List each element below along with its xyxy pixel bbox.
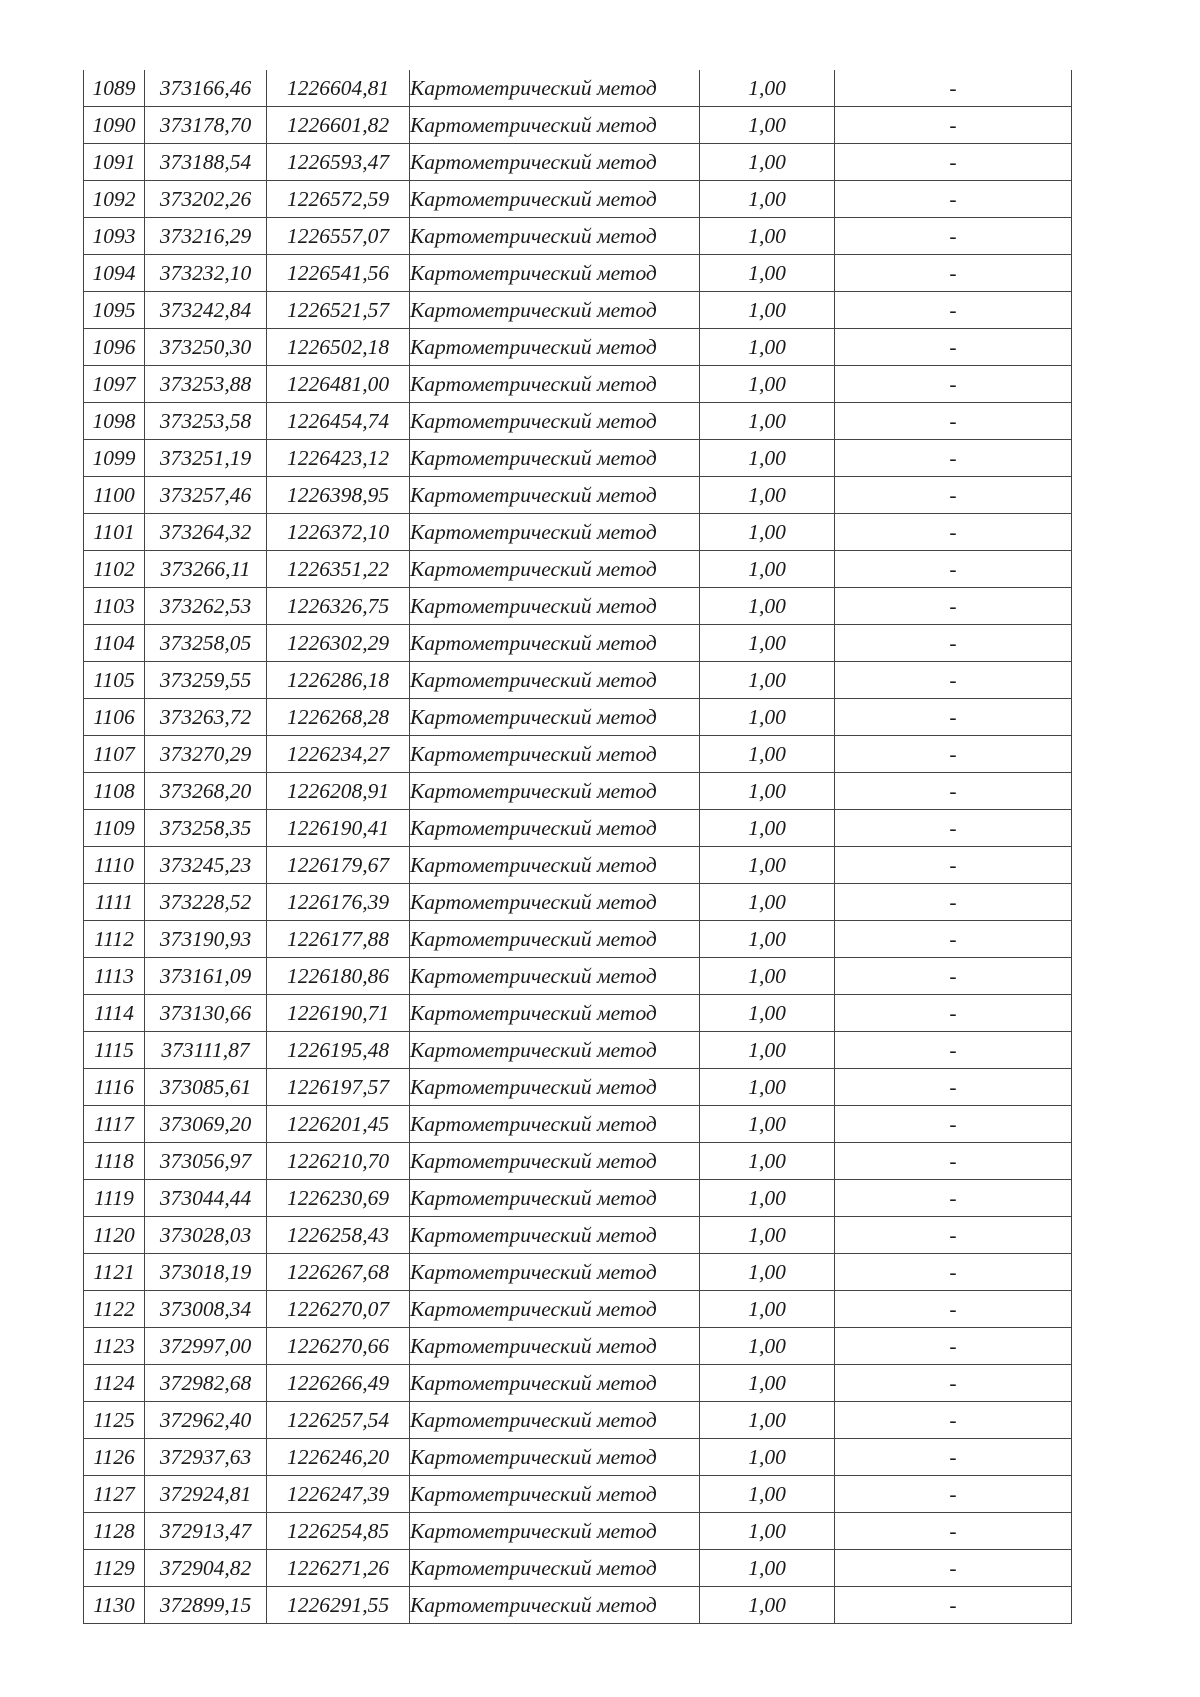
point-number-cell: 1092	[84, 181, 145, 218]
note-cell: -	[835, 662, 1072, 699]
table-row	[84, 1513, 1072, 1550]
table-row	[84, 699, 1072, 736]
accuracy-cell: 1,00	[700, 366, 835, 403]
method-cell: Картометрический метод	[410, 181, 700, 218]
accuracy-cell: 1,00	[700, 1328, 835, 1365]
note-cell: -	[835, 1217, 1072, 1254]
y-coordinate-cell: 1226302,29	[267, 625, 410, 662]
table-row	[84, 773, 1072, 810]
table-row	[84, 1439, 1072, 1476]
y-coordinate-cell: 1226230,69	[267, 1180, 410, 1217]
accuracy-cell: 1,00	[700, 1402, 835, 1439]
y-coordinate-cell: 1226266,49	[267, 1365, 410, 1402]
x-coordinate-cell: 372924,81	[145, 1476, 267, 1513]
method-cell: Картометрический метод	[410, 1587, 700, 1624]
accuracy-cell: 1,00	[700, 1217, 835, 1254]
accuracy-cell: 1,00	[700, 1587, 835, 1624]
x-coordinate-cell: 373266,11	[145, 551, 267, 588]
note-cell: -	[835, 884, 1072, 921]
method-cell: Картометрический метод	[410, 144, 700, 181]
accuracy-cell: 1,00	[700, 1476, 835, 1513]
accuracy-cell: 1,00	[700, 625, 835, 662]
method-cell: Картометрический метод	[410, 477, 700, 514]
accuracy-cell: 1,00	[700, 329, 835, 366]
accuracy-cell: 1,00	[700, 921, 835, 958]
y-coordinate-cell: 1226208,91	[267, 773, 410, 810]
y-coordinate-cell: 1226423,12	[267, 440, 410, 477]
method-cell: Картометрический метод	[410, 1402, 700, 1439]
table-row	[84, 884, 1072, 921]
accuracy-cell: 1,00	[700, 144, 835, 181]
x-coordinate-cell: 372899,15	[145, 1587, 267, 1624]
y-coordinate-cell: 1226190,71	[267, 995, 410, 1032]
note-cell: -	[835, 588, 1072, 625]
point-number-cell: 1096	[84, 329, 145, 366]
x-coordinate-cell: 373044,44	[145, 1180, 267, 1217]
x-coordinate-cell: 373242,84	[145, 292, 267, 329]
table-row	[84, 292, 1072, 329]
method-cell: Картометрический метод	[410, 773, 700, 810]
point-number-cell: 1112	[84, 921, 145, 958]
note-cell: -	[835, 847, 1072, 884]
x-coordinate-cell: 373232,10	[145, 255, 267, 292]
method-cell: Картометрический метод	[410, 1328, 700, 1365]
accuracy-cell: 1,00	[700, 810, 835, 847]
table-row	[84, 662, 1072, 699]
x-coordinate-cell: 373018,19	[145, 1254, 267, 1291]
x-coordinate-cell: 373258,05	[145, 625, 267, 662]
x-coordinate-cell: 372997,00	[145, 1328, 267, 1365]
point-number-cell: 1106	[84, 699, 145, 736]
note-cell: -	[835, 1513, 1072, 1550]
x-coordinate-cell: 372904,82	[145, 1550, 267, 1587]
y-coordinate-cell: 1226247,39	[267, 1476, 410, 1513]
accuracy-cell: 1,00	[700, 1439, 835, 1476]
y-coordinate-cell: 1226521,57	[267, 292, 410, 329]
x-coordinate-cell: 373259,55	[145, 662, 267, 699]
method-cell: Картометрический метод	[410, 366, 700, 403]
note-cell: -	[835, 477, 1072, 514]
method-cell: Картометрический метод	[410, 1069, 700, 1106]
note-cell: -	[835, 218, 1072, 255]
x-coordinate-cell: 373253,58	[145, 403, 267, 440]
table-row	[84, 70, 1072, 107]
note-cell: -	[835, 366, 1072, 403]
point-number-cell: 1098	[84, 403, 145, 440]
note-cell: -	[835, 810, 1072, 847]
table-row	[84, 625, 1072, 662]
method-cell: Картометрический метод	[410, 403, 700, 440]
note-cell: -	[835, 1069, 1072, 1106]
note-cell: -	[835, 625, 1072, 662]
point-number-cell: 1114	[84, 995, 145, 1032]
point-number-cell: 1094	[84, 255, 145, 292]
method-cell: Картометрический метод	[410, 329, 700, 366]
method-cell: Картометрический метод	[410, 1106, 700, 1143]
table-row	[84, 958, 1072, 995]
x-coordinate-cell: 373111,87	[145, 1032, 267, 1069]
method-cell: Картометрический метод	[410, 1143, 700, 1180]
table-row	[84, 1402, 1072, 1439]
coordinates-table-body	[84, 70, 1072, 1624]
method-cell: Картометрический метод	[410, 551, 700, 588]
y-coordinate-cell: 1226177,88	[267, 921, 410, 958]
y-coordinate-cell: 1226254,85	[267, 1513, 410, 1550]
method-cell: Картометрический метод	[410, 70, 700, 107]
y-coordinate-cell: 1226179,67	[267, 847, 410, 884]
table-row	[84, 255, 1072, 292]
table-row	[84, 181, 1072, 218]
method-cell: Картометрический метод	[410, 847, 700, 884]
point-number-cell: 1130	[84, 1587, 145, 1624]
accuracy-cell: 1,00	[700, 588, 835, 625]
note-cell: -	[835, 995, 1072, 1032]
note-cell: -	[835, 255, 1072, 292]
x-coordinate-cell: 373262,53	[145, 588, 267, 625]
point-number-cell: 1105	[84, 662, 145, 699]
table-row	[84, 107, 1072, 144]
point-number-cell: 1093	[84, 218, 145, 255]
y-coordinate-cell: 1226210,70	[267, 1143, 410, 1180]
table-row	[84, 995, 1072, 1032]
accuracy-cell: 1,00	[700, 1550, 835, 1587]
point-number-cell: 1120	[84, 1217, 145, 1254]
note-cell: -	[835, 403, 1072, 440]
note-cell: -	[835, 1439, 1072, 1476]
accuracy-cell: 1,00	[700, 1513, 835, 1550]
table-row	[84, 1291, 1072, 1328]
x-coordinate-cell: 372937,63	[145, 1439, 267, 1476]
y-coordinate-cell: 1226270,07	[267, 1291, 410, 1328]
x-coordinate-cell: 373258,35	[145, 810, 267, 847]
table-row	[84, 366, 1072, 403]
y-coordinate-cell: 1226246,20	[267, 1439, 410, 1476]
table-row	[84, 1587, 1072, 1624]
table-row	[84, 810, 1072, 847]
accuracy-cell: 1,00	[700, 440, 835, 477]
method-cell: Картометрический метод	[410, 995, 700, 1032]
point-number-cell: 1099	[84, 440, 145, 477]
note-cell: -	[835, 1587, 1072, 1624]
note-cell: -	[835, 440, 1072, 477]
point-number-cell: 1129	[84, 1550, 145, 1587]
y-coordinate-cell: 1226604,81	[267, 70, 410, 107]
x-coordinate-cell: 373263,72	[145, 699, 267, 736]
note-cell: -	[835, 292, 1072, 329]
x-coordinate-cell: 373188,54	[145, 144, 267, 181]
x-coordinate-cell: 373216,29	[145, 218, 267, 255]
note-cell: -	[835, 1254, 1072, 1291]
table-row	[84, 1365, 1072, 1402]
note-cell: -	[835, 329, 1072, 366]
table-row	[84, 588, 1072, 625]
accuracy-cell: 1,00	[700, 995, 835, 1032]
y-coordinate-cell: 1226268,28	[267, 699, 410, 736]
x-coordinate-cell: 373166,46	[145, 70, 267, 107]
method-cell: Картометрический метод	[410, 1439, 700, 1476]
method-cell: Картометрический метод	[410, 292, 700, 329]
y-coordinate-cell: 1226481,00	[267, 366, 410, 403]
note-cell: -	[835, 1143, 1072, 1180]
accuracy-cell: 1,00	[700, 292, 835, 329]
note-cell: -	[835, 1106, 1072, 1143]
note-cell: -	[835, 1032, 1072, 1069]
note-cell: -	[835, 551, 1072, 588]
note-cell: -	[835, 1550, 1072, 1587]
accuracy-cell: 1,00	[700, 107, 835, 144]
x-coordinate-cell: 373190,93	[145, 921, 267, 958]
accuracy-cell: 1,00	[700, 699, 835, 736]
point-number-cell: 1128	[84, 1513, 145, 1550]
table-row	[84, 551, 1072, 588]
table-row	[84, 1143, 1072, 1180]
table-row	[84, 847, 1072, 884]
y-coordinate-cell: 1226195,48	[267, 1032, 410, 1069]
y-coordinate-cell: 1226286,18	[267, 662, 410, 699]
method-cell: Картометрический метод	[410, 588, 700, 625]
table-row	[84, 144, 1072, 181]
y-coordinate-cell: 1226270,66	[267, 1328, 410, 1365]
accuracy-cell: 1,00	[700, 1254, 835, 1291]
accuracy-cell: 1,00	[700, 662, 835, 699]
table-row	[84, 1106, 1072, 1143]
point-number-cell: 1100	[84, 477, 145, 514]
point-number-cell: 1102	[84, 551, 145, 588]
accuracy-cell: 1,00	[700, 884, 835, 921]
point-number-cell: 1108	[84, 773, 145, 810]
point-number-cell: 1115	[84, 1032, 145, 1069]
note-cell: -	[835, 1402, 1072, 1439]
point-number-cell: 1104	[84, 625, 145, 662]
method-cell: Картометрический метод	[410, 107, 700, 144]
coordinates-table	[83, 70, 1072, 1624]
x-coordinate-cell: 373251,19	[145, 440, 267, 477]
table-row	[84, 403, 1072, 440]
y-coordinate-cell: 1226593,47	[267, 144, 410, 181]
table-row	[84, 1254, 1072, 1291]
y-coordinate-cell: 1226180,86	[267, 958, 410, 995]
point-number-cell: 1122	[84, 1291, 145, 1328]
table-row	[84, 1328, 1072, 1365]
point-number-cell: 1097	[84, 366, 145, 403]
note-cell: -	[835, 181, 1072, 218]
table-row	[84, 1069, 1072, 1106]
x-coordinate-cell: 373028,03	[145, 1217, 267, 1254]
accuracy-cell: 1,00	[700, 847, 835, 884]
accuracy-cell: 1,00	[700, 218, 835, 255]
point-number-cell: 1117	[84, 1106, 145, 1143]
y-coordinate-cell: 1226190,41	[267, 810, 410, 847]
method-cell: Картометрический метод	[410, 662, 700, 699]
accuracy-cell: 1,00	[700, 1365, 835, 1402]
point-number-cell: 1119	[84, 1180, 145, 1217]
x-coordinate-cell: 373245,23	[145, 847, 267, 884]
table-row	[84, 921, 1072, 958]
accuracy-cell: 1,00	[700, 1180, 835, 1217]
x-coordinate-cell: 373270,29	[145, 736, 267, 773]
point-number-cell: 1091	[84, 144, 145, 181]
y-coordinate-cell: 1226176,39	[267, 884, 410, 921]
note-cell: -	[835, 70, 1072, 107]
point-number-cell: 1095	[84, 292, 145, 329]
accuracy-cell: 1,00	[700, 551, 835, 588]
y-coordinate-cell: 1226502,18	[267, 329, 410, 366]
x-coordinate-cell: 373228,52	[145, 884, 267, 921]
point-number-cell: 1121	[84, 1254, 145, 1291]
method-cell: Картометрический метод	[410, 736, 700, 773]
y-coordinate-cell: 1226398,95	[267, 477, 410, 514]
point-number-cell: 1101	[84, 514, 145, 551]
accuracy-cell: 1,00	[700, 1069, 835, 1106]
y-coordinate-cell: 1226454,74	[267, 403, 410, 440]
y-coordinate-cell: 1226267,68	[267, 1254, 410, 1291]
table-row	[84, 1217, 1072, 1254]
point-number-cell: 1103	[84, 588, 145, 625]
y-coordinate-cell: 1226291,55	[267, 1587, 410, 1624]
note-cell: -	[835, 514, 1072, 551]
y-coordinate-cell: 1226326,75	[267, 588, 410, 625]
y-coordinate-cell: 1226572,59	[267, 181, 410, 218]
point-number-cell: 1125	[84, 1402, 145, 1439]
y-coordinate-cell: 1226601,82	[267, 107, 410, 144]
note-cell: -	[835, 958, 1072, 995]
method-cell: Картометрический метод	[410, 1032, 700, 1069]
table-row	[84, 1180, 1072, 1217]
x-coordinate-cell: 373253,88	[145, 366, 267, 403]
point-number-cell: 1118	[84, 1143, 145, 1180]
method-cell: Картометрический метод	[410, 218, 700, 255]
accuracy-cell: 1,00	[700, 403, 835, 440]
y-coordinate-cell: 1226557,07	[267, 218, 410, 255]
method-cell: Картометрический метод	[410, 1291, 700, 1328]
x-coordinate-cell: 373069,20	[145, 1106, 267, 1143]
y-coordinate-cell: 1226201,45	[267, 1106, 410, 1143]
note-cell: -	[835, 107, 1072, 144]
x-coordinate-cell: 372913,47	[145, 1513, 267, 1550]
y-coordinate-cell: 1226234,27	[267, 736, 410, 773]
x-coordinate-cell: 373202,26	[145, 181, 267, 218]
y-coordinate-cell: 1226541,56	[267, 255, 410, 292]
table-row	[84, 477, 1072, 514]
x-coordinate-cell: 372962,40	[145, 1402, 267, 1439]
y-coordinate-cell: 1226351,22	[267, 551, 410, 588]
x-coordinate-cell: 372982,68	[145, 1365, 267, 1402]
accuracy-cell: 1,00	[700, 773, 835, 810]
point-number-cell: 1116	[84, 1069, 145, 1106]
method-cell: Картометрический метод	[410, 1365, 700, 1402]
point-number-cell: 1089	[84, 70, 145, 107]
note-cell: -	[835, 1476, 1072, 1513]
point-number-cell: 1113	[84, 958, 145, 995]
method-cell: Картометрический метод	[410, 1513, 700, 1550]
point-number-cell: 1123	[84, 1328, 145, 1365]
method-cell: Картометрический метод	[410, 1550, 700, 1587]
point-number-cell: 1124	[84, 1365, 145, 1402]
table-row	[84, 440, 1072, 477]
note-cell: -	[835, 921, 1072, 958]
table-row	[84, 329, 1072, 366]
note-cell: -	[835, 699, 1072, 736]
point-number-cell: 1090	[84, 107, 145, 144]
accuracy-cell: 1,00	[700, 477, 835, 514]
x-coordinate-cell: 373250,30	[145, 329, 267, 366]
accuracy-cell: 1,00	[700, 736, 835, 773]
method-cell: Картометрический метод	[410, 921, 700, 958]
method-cell: Картометрический метод	[410, 1254, 700, 1291]
note-cell: -	[835, 1291, 1072, 1328]
note-cell: -	[835, 736, 1072, 773]
x-coordinate-cell: 373257,46	[145, 477, 267, 514]
note-cell: -	[835, 1365, 1072, 1402]
x-coordinate-cell: 373264,32	[145, 514, 267, 551]
accuracy-cell: 1,00	[700, 1143, 835, 1180]
table-row	[84, 736, 1072, 773]
x-coordinate-cell: 373056,97	[145, 1143, 267, 1180]
table-row	[84, 1550, 1072, 1587]
method-cell: Картометрический метод	[410, 1180, 700, 1217]
method-cell: Картометрический метод	[410, 514, 700, 551]
method-cell: Картометрический метод	[410, 958, 700, 995]
x-coordinate-cell: 373008,34	[145, 1291, 267, 1328]
point-number-cell: 1126	[84, 1439, 145, 1476]
y-coordinate-cell: 1226197,57	[267, 1069, 410, 1106]
method-cell: Картометрический метод	[410, 625, 700, 662]
note-cell: -	[835, 144, 1072, 181]
method-cell: Картометрический метод	[410, 255, 700, 292]
point-number-cell: 1109	[84, 810, 145, 847]
y-coordinate-cell: 1226271,26	[267, 1550, 410, 1587]
method-cell: Картометрический метод	[410, 440, 700, 477]
accuracy-cell: 1,00	[700, 181, 835, 218]
y-coordinate-cell: 1226372,10	[267, 514, 410, 551]
x-coordinate-cell: 373085,61	[145, 1069, 267, 1106]
point-number-cell: 1107	[84, 736, 145, 773]
x-coordinate-cell: 373268,20	[145, 773, 267, 810]
table-row	[84, 218, 1072, 255]
x-coordinate-cell: 373130,66	[145, 995, 267, 1032]
accuracy-cell: 1,00	[700, 70, 835, 107]
accuracy-cell: 1,00	[700, 514, 835, 551]
accuracy-cell: 1,00	[700, 1106, 835, 1143]
y-coordinate-cell: 1226257,54	[267, 1402, 410, 1439]
method-cell: Картометрический метод	[410, 699, 700, 736]
note-cell: -	[835, 1180, 1072, 1217]
method-cell: Картометрический метод	[410, 884, 700, 921]
method-cell: Картометрический метод	[410, 1476, 700, 1513]
accuracy-cell: 1,00	[700, 1291, 835, 1328]
table-row	[84, 1032, 1072, 1069]
method-cell: Картометрический метод	[410, 1217, 700, 1254]
table-row	[84, 514, 1072, 551]
accuracy-cell: 1,00	[700, 255, 835, 292]
y-coordinate-cell: 1226258,43	[267, 1217, 410, 1254]
point-number-cell: 1110	[84, 847, 145, 884]
point-number-cell: 1127	[84, 1476, 145, 1513]
note-cell: -	[835, 1328, 1072, 1365]
method-cell: Картометрический метод	[410, 810, 700, 847]
table-row	[84, 1476, 1072, 1513]
accuracy-cell: 1,00	[700, 1032, 835, 1069]
x-coordinate-cell: 373178,70	[145, 107, 267, 144]
accuracy-cell: 1,00	[700, 958, 835, 995]
x-coordinate-cell: 373161,09	[145, 958, 267, 995]
note-cell: -	[835, 773, 1072, 810]
point-number-cell: 1111	[84, 884, 145, 921]
